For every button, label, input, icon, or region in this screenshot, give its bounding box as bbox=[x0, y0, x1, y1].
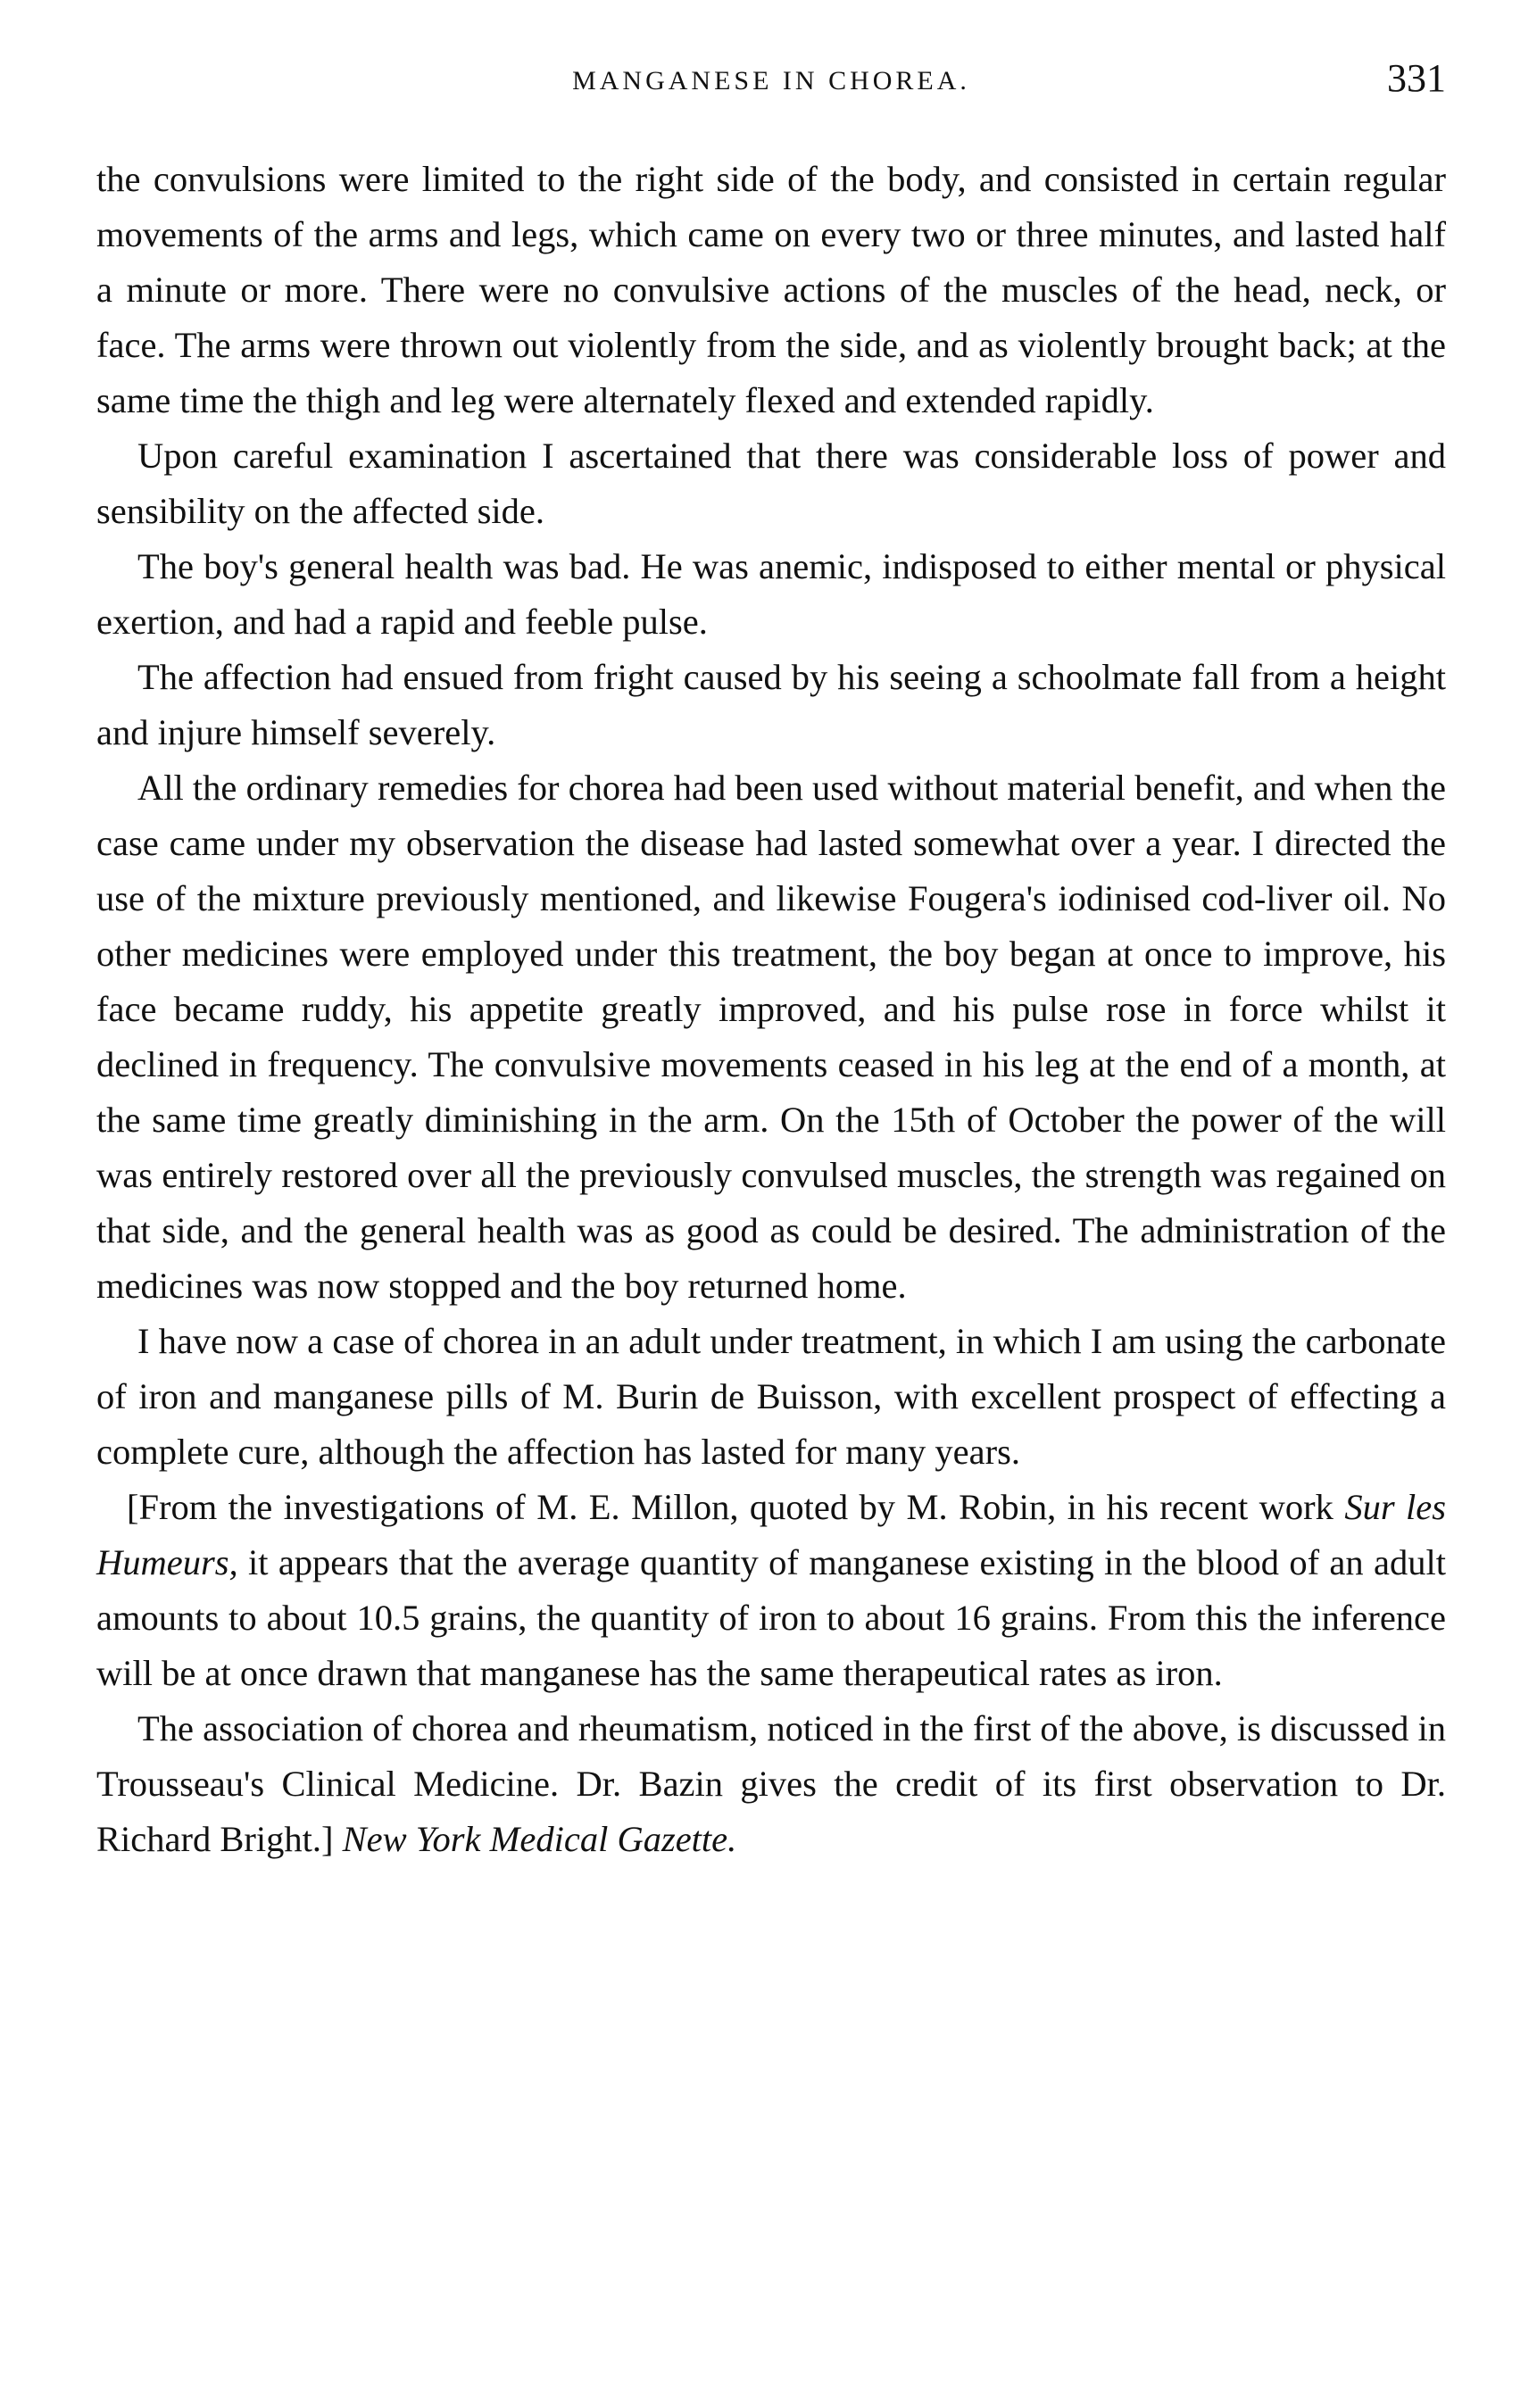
paragraph-continued: the convulsions were limited to the right side of the body, and consisted in certain regular movements of the arms and legs, which came on every two or three minutes, and lasted half a minute or more. There were no convulsive actions of the muscles of the head, neck, or face. The arms were thrown out violently from the side, and as violently brought back; at the same time the thigh and leg were alternately flexed and extended rapidly. bbox=[96, 159, 1446, 420]
work-title-sur-les-humeurs: Sur les Humeurs, bbox=[96, 1487, 1446, 1582]
paragraph-treatment: All the ordinary remedies for chorea had been used without material benefit, and when the case came under my observation the disease had lasted somewhat over a year. I directed the use of the mixture previously mentioned, and likewise Fougera's iodinised cod-liver oil. No other medicines were employed under this treatment, the boy began at once to improve, his face became ruddy, his appetite greatly improved, and his pulse rose in force whilst it declined in frequency. The convulsive movements ceased in his leg at the end of a month, at the same time greatly diminishing in the arm. On the 15th of October the power of the will was entirely restored over all the previously convulsed muscles, the strength was regained on that side, and the general health was as good as could be desired. The administration of the medicines was now stopped and the boy returned home. bbox=[96, 768, 1446, 1306]
paragraph-association bbox=[96, 1701, 1446, 1867]
millon-text-end: it appears that the average quantity of manganese existing in the blood of an adult amounts to about 10.5 grains, the quantity of iron to about 16 grains. From this the inference will be at once drawn that manganese has the same therapeutical rates as iron. bbox=[96, 1542, 1446, 1693]
source-citation: New York Medical Gazette. bbox=[342, 1819, 737, 1859]
running-title: MANGANESE IN CHOREA. bbox=[572, 66, 970, 95]
millon-text-start: [From the investigations of M. E. Millon, quoted by M. Robin, in his recent work bbox=[127, 1487, 1345, 1527]
running-head bbox=[96, 55, 1446, 109]
paragraph-affection-cause: The affection had ensued from fright caused by his seeing a schoolmate fall from a height and injure himself severely. bbox=[96, 657, 1446, 752]
paragraph-adult-case: I have now a case of chorea in an adult under treatment, in which I am using the carbonate of iron and manganese pills of M. Burin de Buisson, with excellent prospect of effecting a complete cure, although the affection has lasted for many years. bbox=[96, 1321, 1446, 1472]
paragraph-examination: Upon careful examination I ascertained that there was considerable loss of power and sensibility on the affected side. bbox=[96, 436, 1446, 531]
paragraph-general-health: The boy's general health was bad. He was anemic, indisposed to either mental or physical exertion, and had a rapid and feeble pulse. bbox=[96, 546, 1446, 642]
association-text: The association of chorea and rheumatism, noticed in the first of the above, is discussed in Trousseau's Clinical Medicine. Dr. Bazin gives the credit of its first observation to Dr. Richard Bright.] bbox=[96, 1708, 1446, 1859]
page-number: 331 bbox=[1387, 56, 1446, 100]
paragraph-millon-investigation bbox=[96, 1480, 1446, 1701]
body-text bbox=[96, 152, 1446, 1867]
